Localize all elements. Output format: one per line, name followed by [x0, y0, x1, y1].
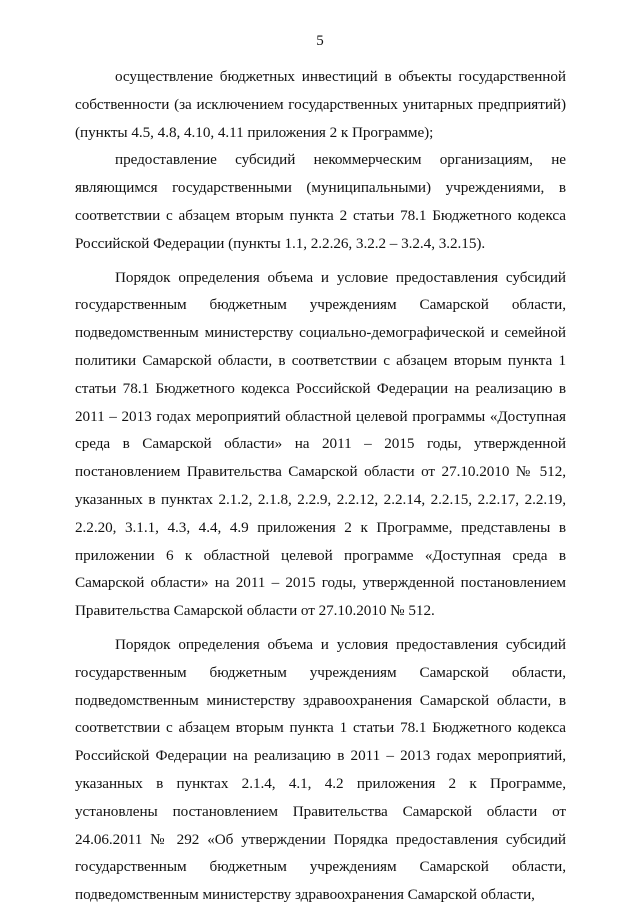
paragraph-subsidies-nonprofit: предоставление субсидий некоммерческим организациям, не являющимся государственными (муниципальными) учреждениями, в соответствии с абзацем вторым пункта 2 статьи 78.1 Бюджетного кодекса Российской Федерации (пункты 1.1, 2.2.26, 3.2.2 – 3.2.4, 3.2.15). [75, 151, 566, 252]
document-body [75, 63, 566, 909]
paragraph-social-demographic-subsidies: Порядок определения объема и условие предоставления субсидий государственным бюджетным учреждениям Самарской области, подведомственным министерству социально-демографической и семейной политики Самарской области, в соответствии с абзацем вторым пункта 1 статьи 78.1 Бюджетного кодекса Российской Федерации на реализацию в 2011 – 2013 годах мероприятий областной целевой программы «Доступная среда в Самарской области» на 2011 – 2015 годы, утвержденной постановлением Правительства Самарской области от 27.10.2010 № 512, указанных в пунктах 2.1.2, 2.1.8, 2.2.9, 2.2.12, 2.2.14, 2.2.15, 2.2.17, 2.2.19, 2.2.20, 3.1.1, 4.3, 4.4, 4.9 приложения 2 к Программе, представлены в приложении 6 к областной целевой программе «Доступная среда в Самарской области» на 2011 – 2015 годы, утвержденной постановлением Правительства Самарской области от 27.10.2010 № 512. [75, 268, 566, 620]
paragraph-healthcare-subsidies: Порядок определения объема и условия предоставления субсидий государственным бюджетным учреждениям Самарской области, подведомственным министерству здравоохранения Самарской области, в соответствии с абзацем вторым пункта 1 статьи 78.1 Бюджетного кодекса Российской Федерации на реализацию в 2011 – 2013 годах мероприятий, указанных в пунктах 2.1.4, 4.1, 4.2 приложения 2 к Программе, установлены постановлением Правительства Самарской области от 24.06.2011 № 292 «Об утверждении Порядка предоставления субсидий государственным бюджетным учреждениям Самарской области, подведомственным министерству здравоохранения Самарской области, [75, 635, 566, 904]
paragraph-budget-investments: осуществление бюджетных инвестиций в объекты государственной собственности (за исключением государственных унитарных предприятий) (пункты 4.5, 4.8, 4.10, 4.11 приложения 2 к Программе); [75, 68, 566, 141]
page-number: 5 [316, 33, 324, 49]
